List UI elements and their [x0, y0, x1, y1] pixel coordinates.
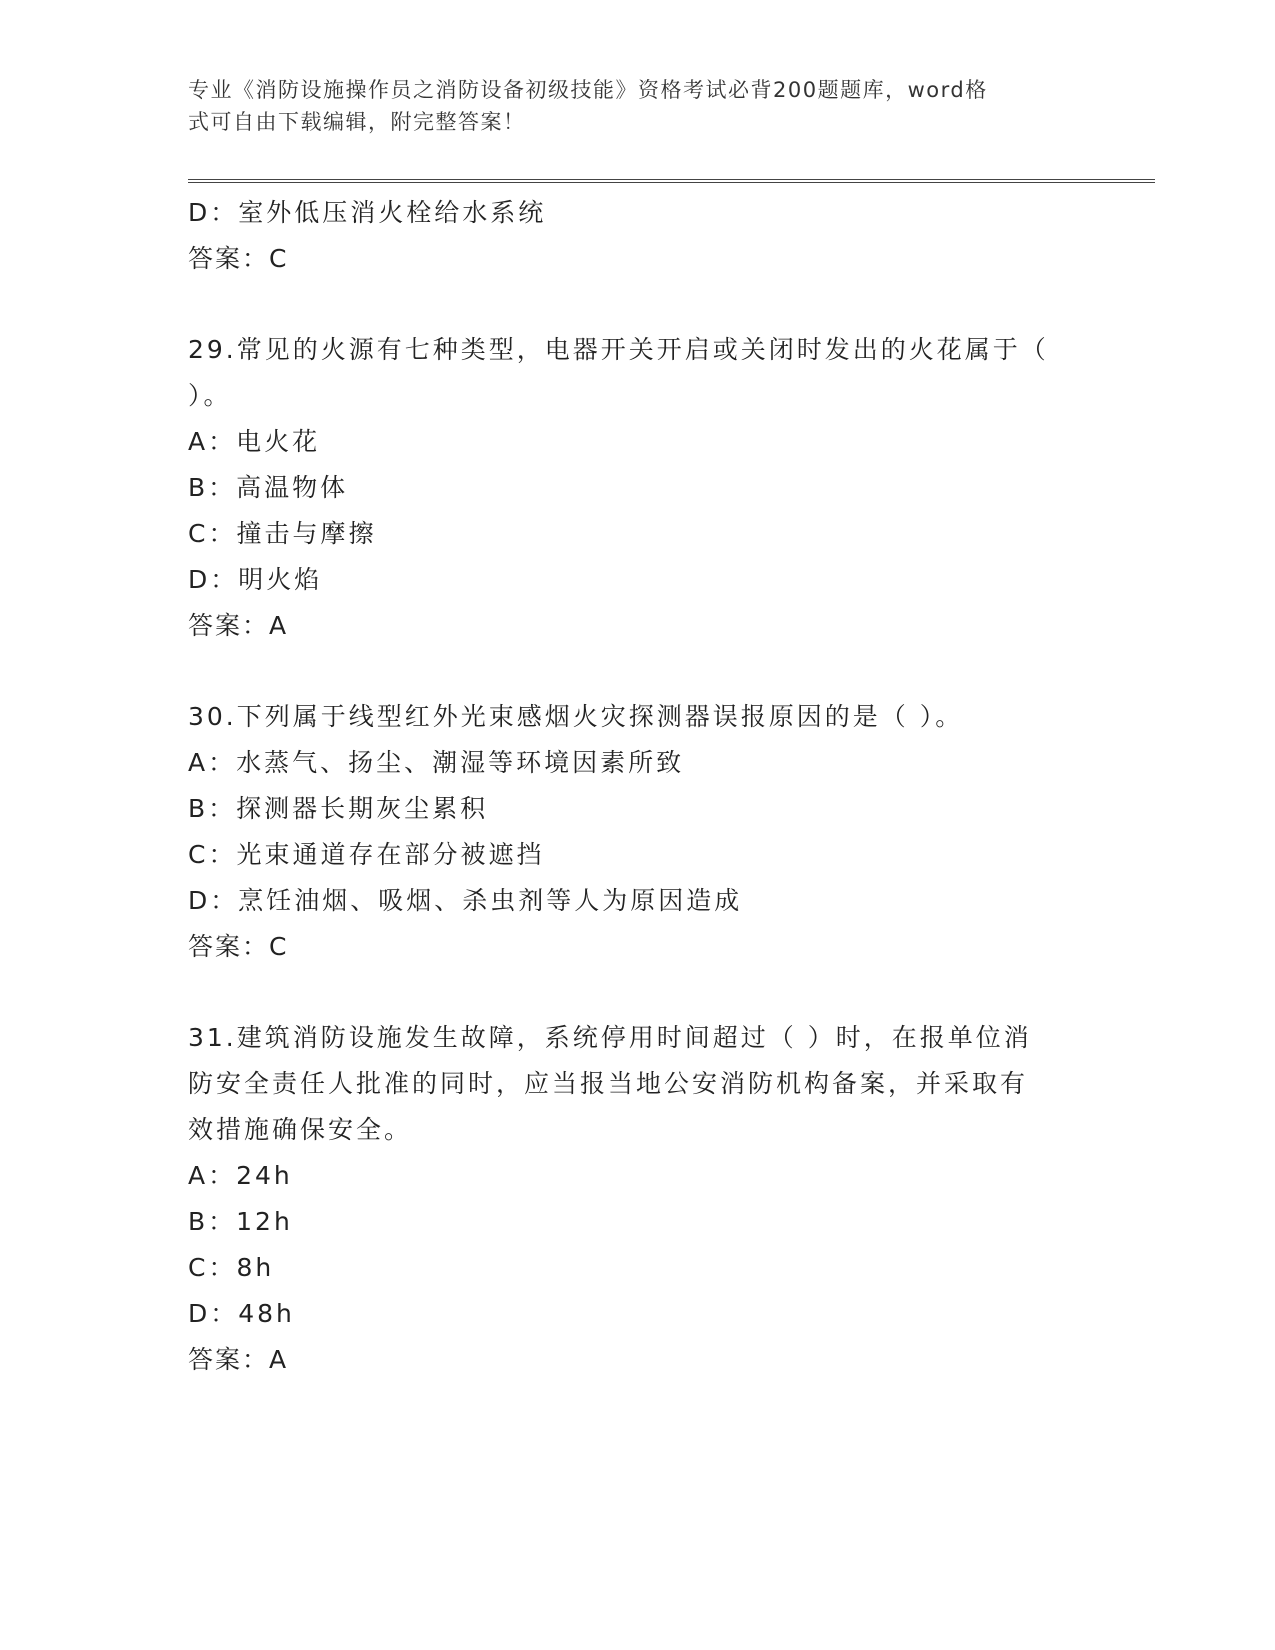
option-a: A：24h	[188, 1161, 293, 1190]
spacer	[188, 282, 1088, 327]
answer: 答案：A	[188, 611, 289, 640]
question-stem-line-3: 效措施确保安全。	[188, 1115, 413, 1144]
option-c: C：8h	[188, 1253, 275, 1282]
question-28-tail	[188, 190, 1088, 282]
question-stem-line-1: 30.下列属于线型红外光束感烟火灾探测器误报原因的是（ ）。	[188, 702, 964, 731]
answer: 答案：C	[188, 932, 289, 961]
question-list	[188, 190, 1088, 1383]
question-stem-line-2: 防安全责任人批准的同时，应当报当地公安消防机构备案，并采取有	[188, 1069, 1029, 1098]
question-stem-line-1: 29.常见的火源有七种类型，电器开关开启或关闭时发出的火花属于（	[188, 335, 1049, 364]
spacer	[188, 970, 1088, 1015]
header-divider-bottom	[188, 182, 1155, 183]
header-line-2: 式可自由下载编辑，附完整答案！	[188, 110, 526, 134]
option-b: B：探测器长期灰尘累积	[188, 794, 489, 823]
option-c: C：撞击与摩擦	[188, 519, 377, 548]
document-header	[188, 74, 1068, 138]
question-29	[188, 327, 1088, 649]
option-b: B：高温物体	[188, 473, 349, 502]
option-c: C：光束通道存在部分被遮挡	[188, 840, 545, 869]
option-d: D：明火焰	[188, 565, 323, 594]
answer: 答案：A	[188, 1345, 289, 1374]
header-divider-top	[188, 179, 1155, 180]
answer: 答案：C	[188, 244, 289, 273]
option-d: D：烹饪油烟、吸烟、杀虫剂等人为原因造成	[188, 886, 743, 915]
question-stem-line-1: 31.建筑消防设施发生故障，系统停用时间超过（ ）时，在报单位消	[188, 1023, 1032, 1052]
question-30	[188, 694, 1088, 970]
spacer	[188, 649, 1088, 694]
header-line-1: 专业《消防设施操作员之消防设备初级技能》资格考试必背200题题库，word格	[188, 78, 988, 102]
option-b: B：12h	[188, 1207, 293, 1236]
option-a: A：水蒸气、扬尘、潮湿等环境因素所致	[188, 748, 685, 777]
option-d: D：48h	[188, 1299, 295, 1328]
option-d: D：室外低压消火栓给水系统	[188, 198, 547, 227]
option-a: A：电火花	[188, 427, 321, 456]
question-stem-line-2: ）。	[188, 381, 232, 410]
question-31	[188, 1015, 1088, 1383]
